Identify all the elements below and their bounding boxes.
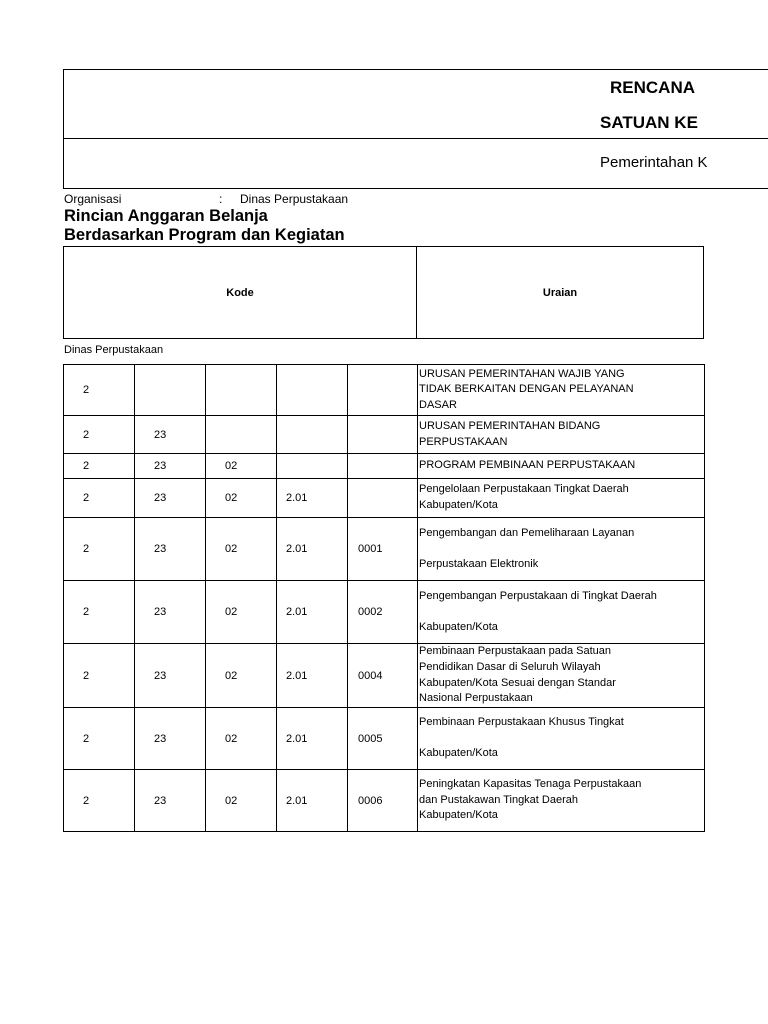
table-row — [64, 770, 705, 832]
uraian-cell — [418, 644, 705, 708]
header-divider — [63, 138, 768, 139]
kode-cell-5 — [348, 416, 418, 454]
uraian-line: Perpustakaan Elektronik — [419, 557, 539, 570]
uraian-line: Kabupaten/Kota — [419, 747, 498, 759]
table-row — [64, 365, 705, 416]
budget-table — [63, 364, 705, 832]
uraian-line: TIDAK BERKAITAN DENGAN PELAYANAN — [419, 383, 634, 396]
uraian-cell — [418, 365, 705, 416]
kode-cell-3: 02 — [206, 708, 277, 770]
table-row — [64, 479, 705, 518]
kode-cell-3: 02 — [206, 479, 277, 518]
kode-cell-3 — [206, 365, 277, 416]
kode-cell-5: 0005 — [348, 708, 418, 770]
uraian-line: Nasional Perpustakaan — [419, 692, 533, 705]
organisasi-label: Organisasi — [64, 192, 122, 206]
kode-cell-5 — [348, 454, 418, 479]
uraian-line: DASAR — [419, 398, 457, 411]
table-header — [63, 246, 704, 339]
table-row — [64, 518, 705, 581]
kode-cell-5 — [348, 365, 418, 416]
uraian-line: Pendidikan Dasar di Seluruh Wilayah — [419, 660, 601, 673]
table-row — [64, 581, 705, 644]
uraian-line: Kabupaten/Kota — [419, 620, 498, 633]
column-header-uraian: Uraian — [542, 286, 578, 299]
kode-cell-1: 2 — [64, 770, 135, 832]
table-row — [64, 454, 705, 479]
kode-cell-5: 0004 — [348, 644, 418, 708]
kode-cell-3: 02 — [206, 454, 277, 479]
uraian-cell — [418, 581, 705, 644]
kode-cell-2 — [135, 365, 206, 416]
kode-cell-2: 23 — [135, 479, 206, 518]
kode-cell-2: 23 — [135, 770, 206, 832]
uraian-line: URUSAN PEMERINTAHAN WAJIB YANG — [419, 367, 625, 380]
kode-cell-5: 0001 — [348, 518, 418, 581]
kode-cell-1: 2 — [64, 518, 135, 581]
kode-cell-2: 23 — [135, 454, 206, 479]
kode-cell-4: 2.01 — [277, 479, 348, 518]
table-row — [64, 708, 705, 770]
column-header-kode: Kode — [226, 286, 254, 299]
kode-cell-2: 23 — [135, 416, 206, 454]
uraian-line: PERPUSTAKAAN — [419, 435, 508, 448]
kode-cell-3: 02 — [206, 581, 277, 644]
uraian-cell — [418, 416, 705, 454]
kode-cell-1: 2 — [64, 454, 135, 479]
kode-cell-1: 2 — [64, 479, 135, 518]
kode-cell-2: 23 — [135, 581, 206, 644]
table-row — [64, 644, 705, 708]
kode-cell-4 — [277, 454, 348, 479]
uraian-line: PROGRAM PEMBINAAN PERPUSTAKAAN — [419, 459, 636, 472]
document-subtitle: SATUAN KE — [600, 113, 698, 132]
kode-cell-3: 02 — [206, 770, 277, 832]
document-title: RENCANA — [610, 78, 695, 97]
kode-cell-5: 0002 — [348, 581, 418, 644]
kode-cell-4: 2.01 — [277, 581, 348, 644]
kode-cell-1: 2 — [64, 644, 135, 708]
kode-cell-4: 2.01 — [277, 770, 348, 832]
uraian-line: Kabupaten/Kota — [419, 809, 498, 822]
kode-cell-4 — [277, 416, 348, 454]
kode-cell-1: 2 — [64, 708, 135, 770]
uraian-line: Kabupaten/Kota Sesuai dengan Standar — [419, 676, 616, 689]
organisasi-colon: : — [219, 192, 223, 206]
uraian-line: Pengelolaan Perpustakaan Tingkat Daerah — [419, 483, 629, 496]
uraian-line: Pembinaan Perpustakaan Khusus Tingkat — [419, 716, 624, 729]
uraian-line: Peningkatan Kapasitas Tenaga Perpustakaan — [419, 778, 642, 791]
uraian-line: dan Pustakawan Tingkat Daerah — [419, 793, 578, 806]
section-label: Dinas Perpustakaan — [64, 344, 164, 356]
uraian-line: Pengembangan dan Pemeliharaan Layanan — [419, 526, 635, 539]
kode-cell-4: 2.01 — [277, 644, 348, 708]
kode-cell-3: 02 — [206, 644, 277, 708]
kode-cell-2: 23 — [135, 518, 206, 581]
table-row — [64, 416, 705, 454]
kode-cell-1: 2 — [64, 416, 135, 454]
uraian-cell — [418, 479, 705, 518]
government-label: Pemerintahan K — [600, 154, 708, 171]
uraian-cell — [418, 518, 705, 581]
uraian-line: URUSAN PEMERINTAHAN BIDANG — [419, 419, 601, 432]
section-heading-1: Rincian Anggaran Belanja — [64, 207, 268, 225]
kode-cell-4: 2.01 — [277, 518, 348, 581]
kode-cell-1: 2 — [64, 581, 135, 644]
uraian-cell — [418, 708, 705, 770]
uraian-line: Kabupaten/Kota — [419, 499, 498, 511]
kode-cell-2: 23 — [135, 644, 206, 708]
section-heading-2: Berdasarkan Program dan Kegiatan — [64, 226, 345, 244]
kode-cell-4 — [277, 365, 348, 416]
kode-cell-5: 0006 — [348, 770, 418, 832]
kode-cell-5 — [348, 479, 418, 518]
kode-cell-4: 2.01 — [277, 708, 348, 770]
uraian-line: Pengembangan Perpustakaan di Tingkat Daerah — [419, 589, 657, 602]
uraian-cell — [418, 454, 705, 479]
kode-cell-2: 23 — [135, 708, 206, 770]
kode-cell-3: 02 — [206, 518, 277, 581]
uraian-line: Pembinaan Perpustakaan pada Satuan — [419, 645, 612, 658]
kode-cell-3 — [206, 416, 277, 454]
kode-cell-1: 2 — [64, 365, 135, 416]
uraian-cell — [418, 770, 705, 832]
organisasi-value: Dinas Perpustakaan — [240, 192, 349, 206]
